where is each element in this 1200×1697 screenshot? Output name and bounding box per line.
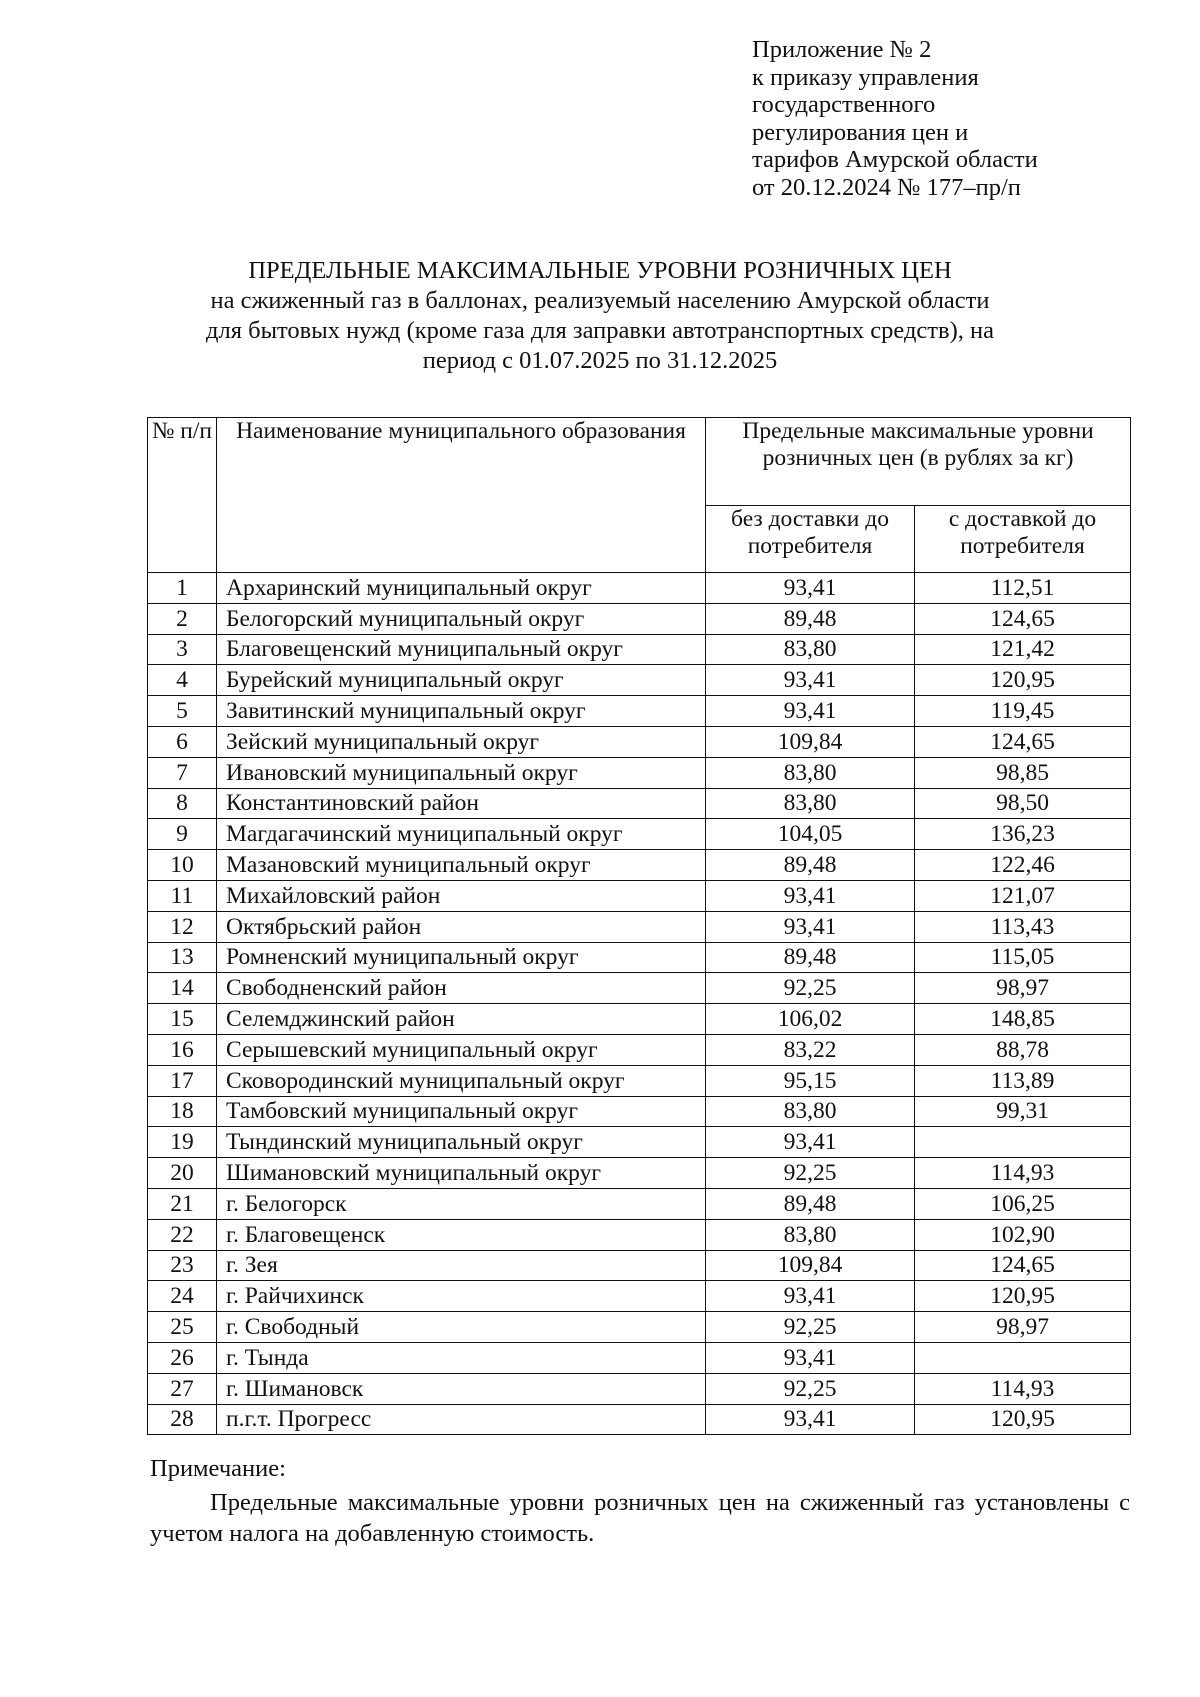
row-municipality: Михайловский район xyxy=(217,880,706,911)
title-subline: для бытовых нужд (кроме газа для заправки автотранспортных средств), на xyxy=(206,317,994,344)
row-price-no-delivery: 93,41 xyxy=(706,1404,915,1435)
row-municipality: Благовещенский муниципальный округ xyxy=(217,634,706,665)
table-row xyxy=(148,973,1131,1004)
table-row xyxy=(148,1312,1131,1343)
row-municipality: г. Благовещенск xyxy=(217,1219,706,1250)
note-text: Предельные максимальные уровни розничных цен на сжиженный газ установлены с учетом налога на добавленную стоимость. xyxy=(150,1489,1130,1547)
row-municipality: Мазановский муниципальный округ xyxy=(217,850,706,881)
appendix-line: государственного xyxy=(752,91,936,118)
row-price-with-delivery: 88,78 xyxy=(915,1034,1131,1065)
row-number: 10 xyxy=(148,850,217,881)
row-price-no-delivery: 83,80 xyxy=(706,1219,915,1250)
table-row xyxy=(148,1004,1131,1035)
row-number: 24 xyxy=(148,1281,217,1312)
row-price-no-delivery: 83,80 xyxy=(706,1096,915,1127)
row-price-with-delivery: 124,65 xyxy=(915,726,1131,757)
row-municipality: Бурейский муниципальный округ xyxy=(217,665,706,696)
row-price-with-delivery: 124,65 xyxy=(915,603,1131,634)
row-price-with-delivery: 98,85 xyxy=(915,757,1131,788)
note-label: Примечание: xyxy=(150,1455,286,1482)
row-price-no-delivery: 89,48 xyxy=(706,942,915,973)
row-municipality: г. Райчихинск xyxy=(217,1281,706,1312)
row-price-no-delivery: 93,41 xyxy=(706,696,915,727)
row-price-with-delivery: 106,25 xyxy=(915,1188,1131,1219)
table-row xyxy=(148,1034,1131,1065)
row-price-no-delivery: 106,02 xyxy=(706,1004,915,1035)
row-price-with-delivery: 102,90 xyxy=(915,1219,1131,1250)
row-price-with-delivery: 112,51 xyxy=(915,573,1131,604)
row-number: 13 xyxy=(148,942,217,973)
row-municipality: Завитинский муниципальный округ xyxy=(217,696,706,727)
row-price-with-delivery: 120,95 xyxy=(915,1281,1131,1312)
row-price-no-delivery: 92,25 xyxy=(706,1312,915,1343)
row-municipality: Ромненский муниципальный округ xyxy=(217,942,706,973)
table-row xyxy=(148,696,1131,727)
table-row xyxy=(148,880,1131,911)
row-municipality: Сковородинский муниципальный округ xyxy=(217,1065,706,1096)
row-price-with-delivery xyxy=(915,1342,1131,1373)
header-no-delivery: без доставки до потребителя xyxy=(706,506,915,573)
row-number: 5 xyxy=(148,696,217,727)
table-row xyxy=(148,850,1131,881)
row-price-with-delivery: 121,07 xyxy=(915,880,1131,911)
row-price-with-delivery: 98,97 xyxy=(915,1312,1131,1343)
prices-table xyxy=(147,417,1131,1435)
row-number: 1 xyxy=(148,573,217,604)
row-price-no-delivery: 83,80 xyxy=(706,634,915,665)
row-municipality: п.г.т. Прогресс xyxy=(217,1404,706,1435)
row-number: 11 xyxy=(148,880,217,911)
row-municipality: Белогорский муниципальный округ xyxy=(217,603,706,634)
row-price-no-delivery: 93,41 xyxy=(706,1281,915,1312)
table-row xyxy=(148,1281,1131,1312)
row-number: 23 xyxy=(148,1250,217,1281)
title-subline: на сжиженный газ в баллонах, реализуемый населению Амурской области xyxy=(210,287,990,314)
table-row xyxy=(148,1342,1131,1373)
row-number: 16 xyxy=(148,1034,217,1065)
row-price-no-delivery: 93,41 xyxy=(706,911,915,942)
row-price-no-delivery: 95,15 xyxy=(706,1065,915,1096)
header-municipality: Наименование муниципального образования xyxy=(217,418,706,573)
row-price-with-delivery: 120,95 xyxy=(915,665,1131,696)
table-row xyxy=(148,1404,1131,1435)
row-municipality: Архаринский муниципальный округ xyxy=(217,573,706,604)
appendix-line: тарифов Амурской области xyxy=(752,146,1038,173)
row-price-no-delivery: 92,25 xyxy=(706,973,915,1004)
appendix-line: регулирования цен и xyxy=(752,118,969,146)
row-municipality: Магдагачинский муниципальный округ xyxy=(217,819,706,850)
row-price-with-delivery: 124,65 xyxy=(915,1250,1131,1281)
row-number: 15 xyxy=(148,1004,217,1035)
row-price-no-delivery: 89,48 xyxy=(706,603,915,634)
row-price-no-delivery: 109,84 xyxy=(706,1250,915,1281)
row-municipality: г. Белогорск xyxy=(217,1188,706,1219)
row-municipality: Шимановский муниципальный округ xyxy=(217,1158,706,1189)
table-row xyxy=(148,573,1131,604)
row-price-with-delivery: 119,45 xyxy=(915,696,1131,727)
row-municipality: Тындинский муниципальный округ xyxy=(217,1127,706,1158)
row-price-with-delivery: 98,50 xyxy=(915,788,1131,819)
header-prices: Предельные максимальные уровни розничных цен (в рублях за кг) xyxy=(706,418,1131,506)
appendix-header xyxy=(752,36,1152,201)
row-price-with-delivery: 113,89 xyxy=(915,1065,1131,1096)
row-number: 8 xyxy=(148,788,217,819)
table-row xyxy=(148,757,1131,788)
row-price-with-delivery: 114,93 xyxy=(915,1158,1131,1189)
table-row xyxy=(148,819,1131,850)
row-price-no-delivery: 89,48 xyxy=(706,850,915,881)
row-municipality: Октябрьский район xyxy=(217,911,706,942)
row-price-no-delivery: 83,22 xyxy=(706,1034,915,1065)
table-row xyxy=(148,603,1131,634)
row-number: 4 xyxy=(148,665,217,696)
row-number: 27 xyxy=(148,1373,217,1404)
table-row xyxy=(148,788,1131,819)
row-number: 12 xyxy=(148,911,217,942)
table-row xyxy=(148,665,1131,696)
row-price-no-delivery: 83,80 xyxy=(706,757,915,788)
row-number: 19 xyxy=(148,1127,217,1158)
row-municipality: г. Зея xyxy=(217,1250,706,1281)
row-price-with-delivery: 98,97 xyxy=(915,973,1131,1004)
document-title xyxy=(140,256,1060,376)
row-number: 20 xyxy=(148,1158,217,1189)
row-price-no-delivery: 93,41 xyxy=(706,665,915,696)
row-number: 17 xyxy=(148,1065,217,1096)
row-price-with-delivery: 148,85 xyxy=(915,1004,1131,1035)
row-municipality: Константиновский район xyxy=(217,788,706,819)
row-number: 14 xyxy=(148,973,217,1004)
row-municipality: г. Шимановск xyxy=(217,1373,706,1404)
row-price-no-delivery: 83,80 xyxy=(706,788,915,819)
row-number: 26 xyxy=(148,1342,217,1373)
row-number: 21 xyxy=(148,1188,217,1219)
table-row xyxy=(148,1127,1131,1158)
row-price-no-delivery: 109,84 xyxy=(706,726,915,757)
row-number: 3 xyxy=(148,634,217,665)
row-price-no-delivery: 93,41 xyxy=(706,573,915,604)
row-price-with-delivery: 122,46 xyxy=(915,850,1131,881)
row-number: 25 xyxy=(148,1312,217,1343)
header-number: № п/п xyxy=(148,418,217,573)
row-price-no-delivery: 93,41 xyxy=(706,880,915,911)
appendix-line: от 20.12.2024 № 177–пр/п xyxy=(752,173,1021,201)
row-municipality: Селемджинский район xyxy=(217,1004,706,1035)
table-row xyxy=(148,1188,1131,1219)
row-price-with-delivery: 114,93 xyxy=(915,1373,1131,1404)
row-price-with-delivery: 121,42 xyxy=(915,634,1131,665)
row-price-no-delivery: 93,41 xyxy=(706,1127,915,1158)
table-row xyxy=(148,1219,1131,1250)
title-main: ПРЕДЕЛЬНЫЕ МАКСИМАЛЬНЫЕ УРОВНИ РОЗНИЧНЫХ ЦЕН xyxy=(248,257,952,284)
table-row xyxy=(148,942,1131,973)
row-municipality: г. Свободный xyxy=(217,1312,706,1343)
table-row xyxy=(148,726,1131,757)
row-price-with-delivery: 120,95 xyxy=(915,1404,1131,1435)
header-with-delivery: с доставкой до потребителя xyxy=(915,506,1131,573)
row-municipality: Ивановский муниципальный округ xyxy=(217,757,706,788)
table-row xyxy=(148,1158,1131,1189)
appendix-line: Приложение № 2 xyxy=(752,36,932,63)
row-price-with-delivery: 99,31 xyxy=(915,1096,1131,1127)
title-subline: период с 01.07.2025 по 31.12.2025 xyxy=(422,347,778,374)
table-row xyxy=(148,1096,1131,1127)
table-body xyxy=(148,573,1131,1435)
row-number: 7 xyxy=(148,757,217,788)
row-price-no-delivery: 104,05 xyxy=(706,819,915,850)
row-price-no-delivery: 89,48 xyxy=(706,1188,915,1219)
table-row xyxy=(148,911,1131,942)
row-municipality: Серышевский муниципальный округ xyxy=(217,1034,706,1065)
row-number: 6 xyxy=(148,726,217,757)
row-municipality: г. Тында xyxy=(217,1342,706,1373)
row-price-with-delivery: 115,05 xyxy=(915,942,1131,973)
table-row xyxy=(148,1065,1131,1096)
row-number: 2 xyxy=(148,603,217,634)
table-row xyxy=(148,1250,1131,1281)
row-price-no-delivery: 93,41 xyxy=(706,1342,915,1373)
row-number: 22 xyxy=(148,1219,217,1250)
row-municipality: Тамбовский муниципальный округ xyxy=(217,1096,706,1127)
appendix-line: к приказу управления xyxy=(752,63,979,91)
row-municipality: Зейский муниципальный округ xyxy=(217,726,706,757)
table-row xyxy=(148,1373,1131,1404)
row-price-with-delivery: 136,23 xyxy=(915,819,1131,850)
row-price-no-delivery: 92,25 xyxy=(706,1158,915,1189)
row-municipality: Свободненский район xyxy=(217,973,706,1004)
row-price-no-delivery: 92,25 xyxy=(706,1373,915,1404)
table-row xyxy=(148,634,1131,665)
table-header xyxy=(148,418,1131,573)
row-price-with-delivery: 113,43 xyxy=(915,911,1131,942)
row-number: 28 xyxy=(148,1404,217,1435)
row-number: 9 xyxy=(148,819,217,850)
row-price-with-delivery xyxy=(915,1127,1131,1158)
row-number: 18 xyxy=(148,1096,217,1127)
